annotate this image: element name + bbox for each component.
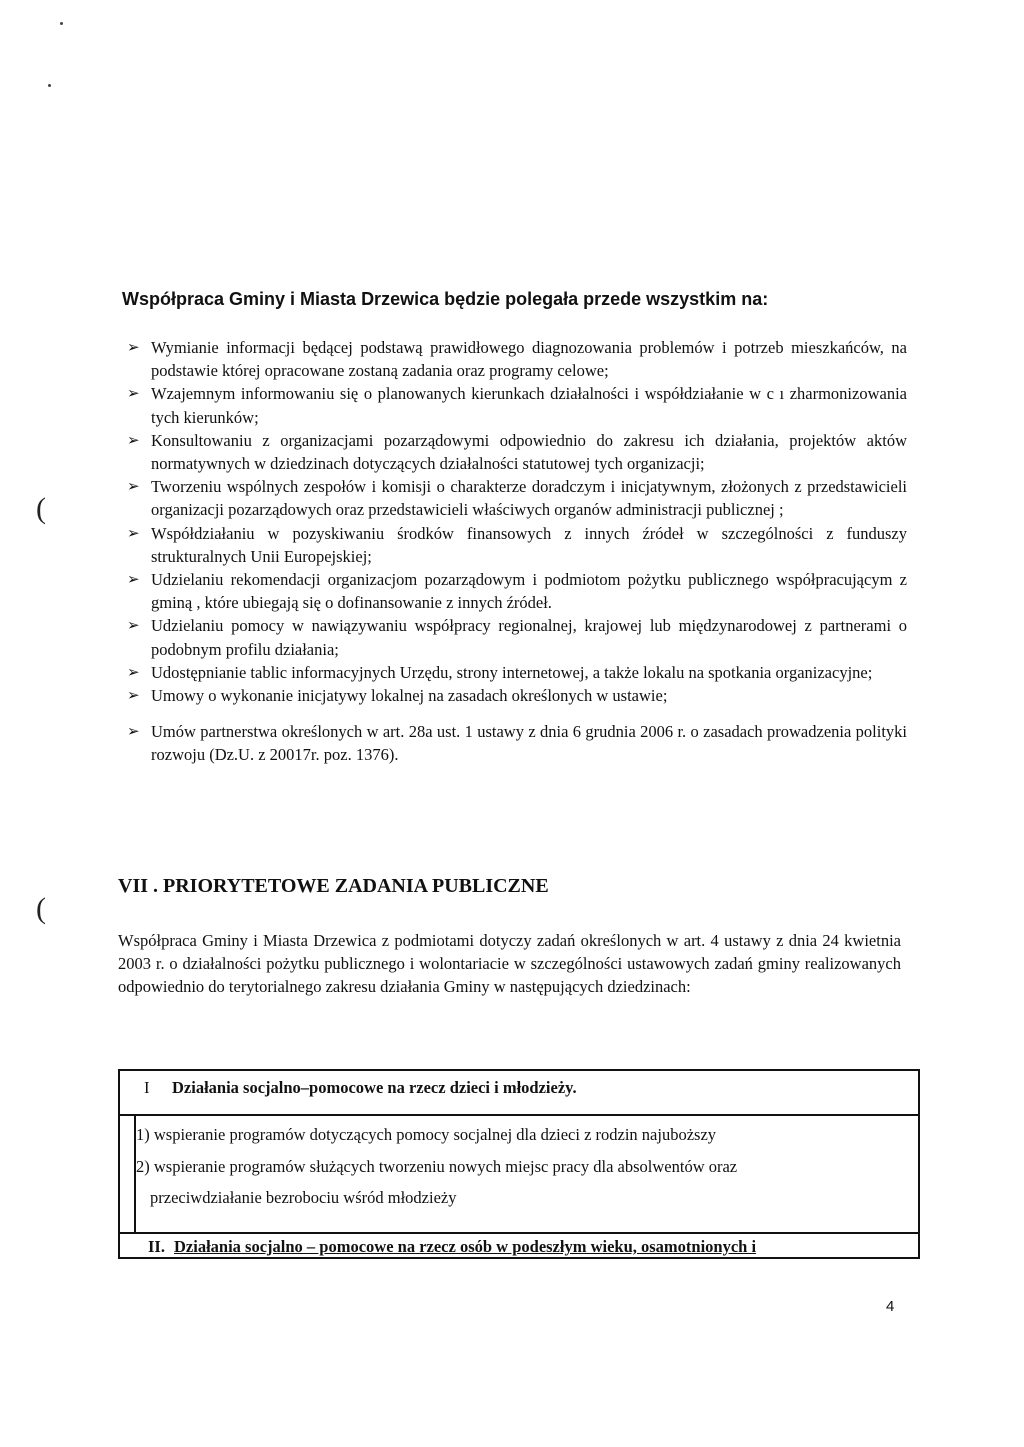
list-item: ➢ Umów partnerstwa określonych w art. 28a ust. 1 ustawy z dnia 6 grudnia 2006 r. o zasadach prowadzenia polityki rozwoju (Dz.U. z 20017r. poz. 1376). bbox=[127, 722, 907, 765]
dot-top-left bbox=[60, 22, 63, 25]
table-rule bbox=[118, 1069, 120, 1259]
list-item: ➢ Umowy o wykonanie inicjatywy lokalnej na zasadach określonych w ustawie; bbox=[127, 684, 907, 707]
list-item: ➢ Tworzeniu wspólnych zespołów i komisji o charakterze doradczym i inicjatywnym, złożonych z przedstawicieli organizacji pozarządowych oraz przedstawicieli właściwych organów administracji publicznej ; bbox=[127, 477, 907, 520]
table-item: 1) wspieranie programów dotyczących pomocy socjalnej dla dzieci z rodzin najuboższy bbox=[136, 1125, 717, 1144]
page-number: 4 bbox=[886, 1298, 895, 1315]
list-item: ➢ Udostępnianie tablic informacyjnych Urzędu, strony internetowej, a także lokalu na spotkania organizacyjne; bbox=[127, 661, 907, 684]
list-item: ➢ Konsultowaniu z organizacjami pozarządowymi odpowiednio do zakresu ich działania, projektów aktów normatywnych w dziedzinach dotyczących działalności statutowej tych organizacji; bbox=[127, 430, 907, 474]
bullet-list bbox=[127, 336, 907, 767]
list-item: ➢ Udzielaniu rekomendacji organizacjom pozarządowym i podmiotom pożytku publicznego współpracującym z gminą , które ubiegają się o dofinansowanie z innych źródeł. bbox=[127, 570, 907, 613]
table-rule bbox=[118, 1257, 920, 1259]
table-rule bbox=[118, 1069, 920, 1071]
arrow-bullet-icon: ➢ bbox=[127, 570, 140, 589]
arrow-bullet-icon: ➢ bbox=[127, 477, 140, 496]
arrow-bullet-icon: ➢ bbox=[127, 686, 140, 705]
list-item: ➢ Udzielaniu pomocy w nawiązywaniu współpracy regionalnej, krajowej lub międzynarodowej z partnerami o podobnym profilu działania; bbox=[127, 616, 907, 659]
arrow-bullet-icon: ➢ bbox=[127, 616, 140, 635]
dot-top-left-2 bbox=[48, 84, 51, 87]
table-item: 2) wspieranie programów służących tworzeniu nowych miejsc pracy dla absolwentów oraz bbox=[136, 1157, 738, 1176]
arrow-bullet-icon: ➢ bbox=[127, 384, 140, 403]
table-item: przeciwdziałanie bezrobociu wśród młodzieży bbox=[150, 1188, 457, 1207]
section-paragraph: Współpraca Gminy i Miasta Drzewica z podmiotami dotyczy zadań określonych w art. 4 ustawy z dnia 24 kwietnia 2003 r. o działalności pożytku publicznego i wolontariacie w szczególności ustawowych zadań gminy realizowanych odpowiednio do terytorialnego zakresu działania Gminy w następujących dziedzinach: bbox=[118, 931, 901, 997]
row-number: I bbox=[144, 1078, 150, 1097]
table-rule bbox=[118, 1114, 920, 1116]
row-title: Działania socjalno – pomocowe na rzecz osób w podeszłym wieku, osamotnionych i bbox=[174, 1237, 757, 1256]
arrow-bullet-icon: ➢ bbox=[127, 430, 140, 449]
row-number: II. bbox=[148, 1237, 165, 1256]
section-heading: Współpraca Gminy i Miasta Drzewica będzie polegała przede wszystkim na: bbox=[122, 289, 769, 309]
list-item: ➢ Wymianie informacji będącej podstawą prawidłowego diagnozowania problemów i potrzeb mieszkańców, na podstawie której opracowane zostaną zadania oraz programy celowe; bbox=[127, 338, 907, 381]
margin-bracket-mark: ( bbox=[36, 492, 46, 525]
arrow-bullet-icon: ➢ bbox=[127, 722, 140, 741]
list-item: ➢ Wzajemnym informowaniu się o planowanych kierunkach działalności i współdziałanie w c ı zharmonizowania tych kierunków; bbox=[127, 384, 907, 427]
table-rule bbox=[918, 1069, 920, 1259]
list-item: ➢ Współdziałaniu w pozyskiwaniu środków finansowych z innych źródeł w szczególności z funduszy strukturalnych Unii Europejskiej; bbox=[127, 523, 907, 566]
arrow-bullet-icon: ➢ bbox=[127, 523, 140, 542]
table-rule bbox=[118, 1232, 920, 1234]
arrow-bullet-icon: ➢ bbox=[127, 338, 140, 356]
row-title: Działania socjalno–pomocowe na rzecz dzieci i młodzieży. bbox=[172, 1078, 577, 1097]
margin-bracket-mark: ( bbox=[36, 892, 46, 925]
section-title: VII . PRIORYTETOWE ZADANIA PUBLICZNE bbox=[118, 875, 549, 897]
arrow-bullet-icon: ➢ bbox=[127, 662, 140, 681]
